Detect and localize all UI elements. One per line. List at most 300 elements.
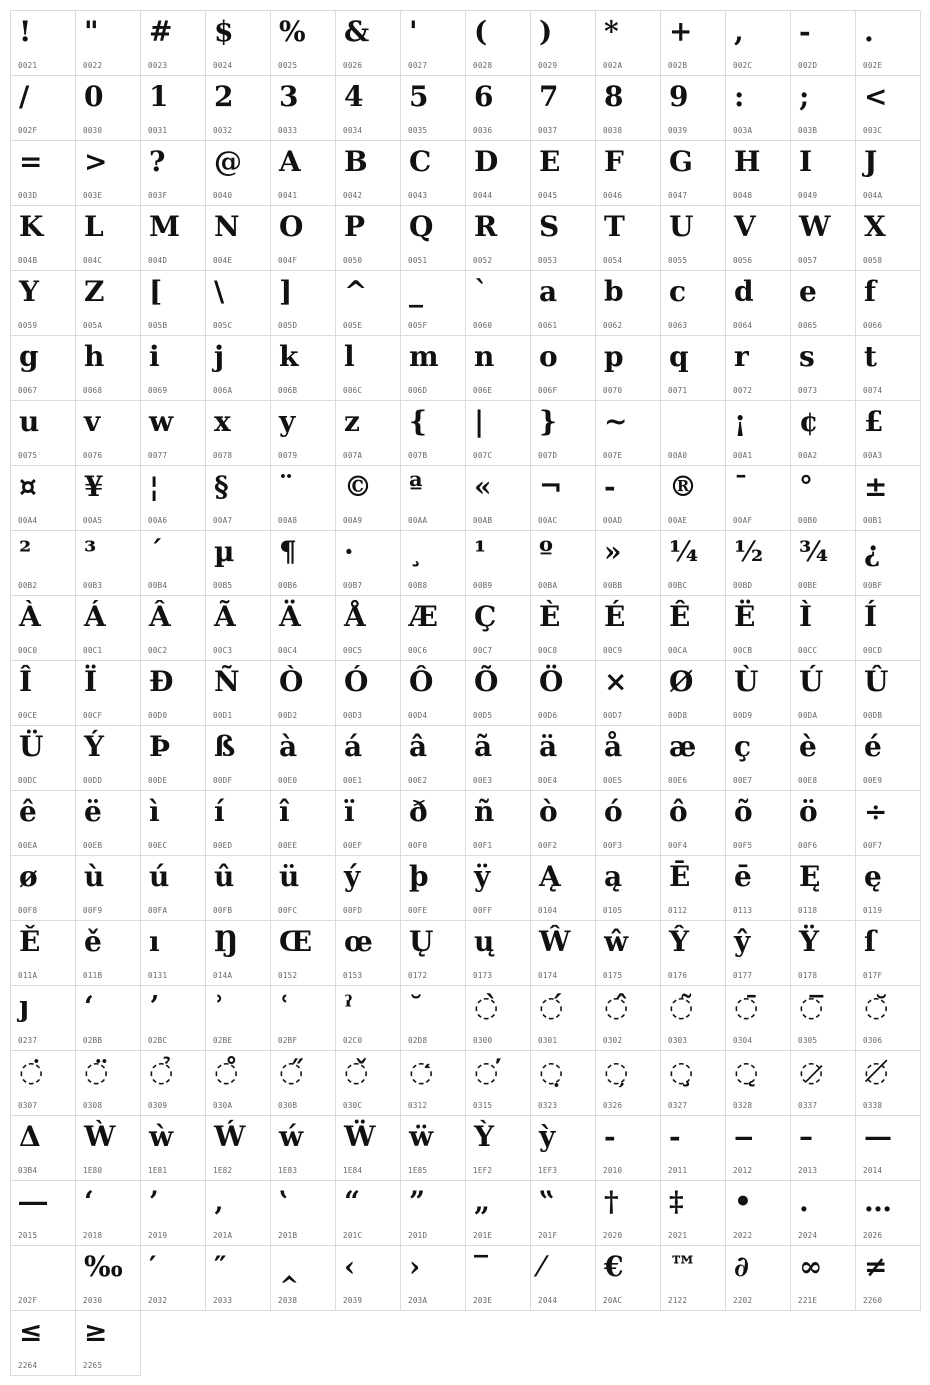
glyph-character: ì	[149, 795, 160, 828]
glyph-cell-00ff	[466, 856, 531, 921]
glyph-cell-002d	[791, 11, 856, 76]
glyph-codepoint: 00F6	[798, 841, 818, 850]
glyph-codepoint: 201C	[343, 1231, 363, 1240]
glyph-cell-0172	[401, 921, 466, 986]
glyph-cell-00d9	[726, 661, 791, 726]
glyph-cell-00d7	[596, 661, 661, 726]
glyph-cell-0051	[401, 206, 466, 271]
glyph-cell-002e	[856, 11, 921, 76]
glyph-codepoint: 00DB	[863, 711, 883, 720]
glyph-character: ˘	[409, 990, 423, 1023]
glyph-character: Â	[149, 600, 171, 633]
glyph-codepoint: 2026	[863, 1231, 883, 1240]
glyph-character: û	[214, 860, 235, 893]
glyph-cell-0057	[791, 206, 856, 271]
glyph-cell-004f	[271, 206, 336, 271]
glyph-cell-0309	[141, 1051, 206, 1116]
glyph-codepoint: 002F	[18, 126, 38, 135]
glyph-cell-030b	[271, 1051, 336, 1116]
glyph-character: ä	[539, 730, 558, 763]
glyph-character: Ẅ	[344, 1120, 376, 1153]
glyph-codepoint: 2018	[83, 1231, 103, 1240]
glyph-cell-1e80	[76, 1116, 141, 1181]
glyph-cell-00c6	[401, 596, 466, 661]
glyph-codepoint: 2044	[538, 1296, 558, 1305]
glyph-character: 6	[474, 80, 494, 113]
glyph-cell-030c	[336, 1051, 401, 1116]
glyph-cell-0034	[336, 76, 401, 141]
glyph-cell-004a	[856, 141, 921, 206]
glyph-character: ö	[799, 795, 818, 828]
glyph-codepoint: 00D2	[278, 711, 298, 720]
glyph-codepoint: 00CF	[83, 711, 103, 720]
glyph-character: ¢	[799, 405, 819, 438]
glyph-cell-00e4	[531, 726, 596, 791]
glyph-cell-2122	[661, 1246, 726, 1311]
glyph-cell-0033	[271, 76, 336, 141]
glyph-codepoint: 0028	[473, 61, 493, 70]
glyph-character: ‟	[539, 1185, 556, 1218]
glyph-character: ^	[344, 275, 368, 308]
glyph-codepoint: 00D5	[473, 711, 493, 720]
glyph-codepoint: 0041	[278, 191, 298, 200]
glyph-cell-011b	[76, 921, 141, 986]
glyph-codepoint: 2010	[603, 1166, 623, 1175]
glyph-character: ¹	[474, 535, 487, 568]
glyph-codepoint: 0034	[343, 126, 363, 135]
glyph-codepoint: 0061	[538, 321, 558, 330]
glyph-character: æ	[669, 730, 697, 763]
glyph-cell-00c3	[206, 596, 271, 661]
glyph-cell-0303	[661, 986, 726, 1051]
glyph-codepoint: 00C4	[278, 646, 298, 655]
glyph-codepoint: 006B	[278, 386, 298, 395]
glyph-codepoint: 2033	[213, 1296, 233, 1305]
glyph-cell-0030	[76, 76, 141, 141]
glyph-character: ð	[409, 795, 428, 828]
glyph-character: ·	[344, 535, 354, 568]
glyph-character: B	[344, 145, 368, 178]
glyph-cell-0036	[466, 76, 531, 141]
glyph-codepoint: 00E7	[733, 776, 753, 785]
glyph-cell-00bf	[856, 531, 921, 596]
glyph-character: ‚	[214, 1185, 224, 1218]
glyph-codepoint: 00B3	[83, 581, 103, 590]
glyph-character: h	[84, 340, 105, 373]
glyph-cell-0328	[726, 1051, 791, 1116]
glyph-cell-00cf	[76, 661, 141, 726]
glyph-codepoint: 0309	[148, 1101, 168, 1110]
glyph-codepoint: 0057	[798, 256, 818, 265]
glyph-cell-00c1	[76, 596, 141, 661]
glyph-cell-0053	[531, 206, 596, 271]
glyph-character: ◌̊	[214, 1055, 239, 1088]
glyph-codepoint: 00EB	[83, 841, 103, 850]
glyph-character: ¥	[84, 470, 104, 503]
glyph-cell-0059	[11, 271, 76, 336]
glyph-codepoint: 00D4	[408, 711, 428, 720]
glyph-codepoint: 004F	[278, 256, 298, 265]
glyph-codepoint: 00B4	[148, 581, 168, 590]
glyph-cell-007a	[336, 401, 401, 466]
glyph-codepoint: 007B	[408, 451, 428, 460]
glyph-cell-0055	[661, 206, 726, 271]
glyph-cell-0304	[726, 986, 791, 1051]
glyph-codepoint: 0065	[798, 321, 818, 330]
glyph-codepoint: 00C8	[538, 646, 558, 655]
glyph-cell-0026	[336, 11, 401, 76]
glyph-character: Ü	[19, 730, 44, 763]
glyph-character: ‑	[669, 1120, 681, 1153]
glyph-codepoint: 0307	[18, 1101, 38, 1110]
glyph-codepoint: 00DC	[18, 776, 38, 785]
glyph-cell-2030	[76, 1246, 141, 1311]
glyph-character: L	[84, 210, 104, 243]
glyph-codepoint: 00A0	[668, 451, 688, 460]
glyph-codepoint: 00B5	[213, 581, 233, 590]
glyph-character: ²	[19, 535, 32, 568]
glyph-cell-00f3	[596, 791, 661, 856]
glyph-codepoint: 0079	[278, 451, 298, 460]
glyph-character: m	[409, 340, 439, 373]
glyph-codepoint: 00E4	[538, 776, 558, 785]
glyph-character: G	[669, 145, 693, 178]
glyph-cell-00f1	[466, 791, 531, 856]
glyph-codepoint: 00D6	[538, 711, 558, 720]
glyph-character: `	[474, 275, 488, 308]
glyph-character: ó	[604, 795, 623, 828]
glyph-cell-00e7	[726, 726, 791, 791]
glyph-character: -	[799, 15, 811, 48]
glyph-codepoint: 0105	[603, 906, 623, 915]
glyph-cell-00e6	[661, 726, 726, 791]
glyph-cell-00a3	[856, 401, 921, 466]
glyph-codepoint: 2012	[733, 1166, 753, 1175]
glyph-cell-00df	[206, 726, 271, 791]
glyph-character: Ø	[669, 665, 694, 698]
glyph-codepoint: 0039	[668, 126, 688, 135]
glyph-codepoint: 00D7	[603, 711, 623, 720]
glyph-character: ʻ	[84, 990, 94, 1023]
glyph-codepoint: 00A5	[83, 516, 103, 525]
glyph-cell-0048	[726, 141, 791, 206]
glyph-character: t	[864, 340, 877, 373]
glyph-codepoint: 00F0	[408, 841, 428, 850]
glyph-character: ∞	[799, 1250, 823, 1283]
glyph-character: €	[604, 1250, 624, 1283]
glyph-character: 3	[279, 80, 299, 113]
glyph-character: I	[799, 145, 813, 178]
glyph-codepoint: 0063	[668, 321, 688, 330]
glyph-character: ü	[279, 860, 300, 893]
glyph-character: P	[344, 210, 366, 243]
glyph-cell-00f8	[11, 856, 76, 921]
glyph-codepoint: 030C	[343, 1101, 363, 1110]
glyph-cell-2018	[76, 1181, 141, 1246]
glyph-cell-0308	[76, 1051, 141, 1116]
glyph-character: ʼ	[149, 990, 159, 1023]
glyph-codepoint: 00C6	[408, 646, 428, 655]
glyph-codepoint: 1E82	[213, 1166, 233, 1175]
glyph-character: ―	[19, 1185, 47, 1218]
glyph-codepoint: 00C9	[603, 646, 623, 655]
glyph-codepoint: 0338	[863, 1101, 883, 1110]
glyph-cell-00c7	[466, 596, 531, 661]
glyph-cell-00f0	[401, 791, 466, 856]
glyph-character: ¶	[279, 535, 297, 568]
glyph-character	[19, 1252, 29, 1283]
glyph-codepoint: 00B7	[343, 581, 363, 590]
glyph-character: ç	[734, 730, 752, 763]
glyph-character: =	[19, 145, 43, 178]
glyph-cell-2022	[726, 1181, 791, 1246]
glyph-codepoint: 002E	[863, 61, 883, 70]
glyph-codepoint: 00F3	[603, 841, 623, 850]
glyph-character: 7	[539, 80, 559, 113]
glyph-character: .	[864, 15, 874, 48]
glyph-cell-2032	[141, 1246, 206, 1311]
glyph-character: ;	[799, 80, 810, 113]
glyph-codepoint: 0055	[668, 256, 688, 265]
glyph-character: *	[604, 15, 619, 48]
glyph-character: è	[799, 730, 817, 763]
glyph-cell-00c5	[336, 596, 401, 661]
glyph-character: ³	[84, 535, 97, 568]
glyph-cell-2019	[141, 1181, 206, 1246]
glyph-cell-0131	[141, 921, 206, 986]
glyph-character: ě	[84, 925, 102, 958]
glyph-cell-00e2	[401, 726, 466, 791]
glyph-codepoint: 0029	[538, 61, 558, 70]
glyph-cell-00cb	[726, 596, 791, 661]
glyph-cell-00c0	[11, 596, 76, 661]
glyph-character: Δ	[19, 1120, 41, 1153]
glyph-character: ¤	[19, 470, 37, 503]
glyph-codepoint: 005F	[408, 321, 428, 330]
glyph-character: Ó	[344, 665, 369, 698]
glyph-cell-20ac	[596, 1246, 661, 1311]
glyph-cell-0040	[206, 141, 271, 206]
glyph-character: Î	[19, 665, 33, 698]
glyph-character: Ê	[669, 600, 691, 633]
glyph-character: •	[734, 1185, 752, 1218]
glyph-character: ſ	[864, 925, 877, 958]
glyph-character: ◌̉	[149, 1055, 174, 1088]
glyph-cell-002c	[726, 11, 791, 76]
glyph-cell-007e	[596, 401, 661, 466]
glyph-cell-0043	[401, 141, 466, 206]
glyph-cell-0049	[791, 141, 856, 206]
glyph-codepoint: 0328	[733, 1101, 753, 1110]
glyph-character: F	[604, 145, 624, 178]
glyph-codepoint: 00EC	[148, 841, 168, 850]
glyph-codepoint: 0119	[863, 906, 883, 915]
glyph-codepoint: 007C	[473, 451, 493, 460]
glyph-character: c	[669, 275, 687, 308]
glyph-codepoint: 0033	[278, 126, 298, 135]
glyph-codepoint: 00F1	[473, 841, 493, 850]
glyph-character: y	[279, 405, 296, 438]
glyph-codepoint: 006E	[473, 386, 493, 395]
glyph-character: ±	[864, 470, 888, 503]
glyph-cell-00ae	[661, 466, 726, 531]
glyph-character: ․	[799, 1185, 809, 1218]
glyph-codepoint: 0025	[278, 61, 298, 70]
glyph-codepoint: 0112	[668, 906, 688, 915]
glyph-codepoint: 0312	[408, 1101, 428, 1110]
glyph-codepoint: 2019	[148, 1231, 168, 1240]
glyph-cell-0062	[596, 271, 661, 336]
glyph-character: &	[344, 15, 370, 48]
glyph-codepoint: 0032	[213, 126, 233, 135]
glyph-codepoint: 0048	[733, 191, 753, 200]
glyph-character: [	[149, 275, 163, 308]
glyph-cell-004d	[141, 206, 206, 271]
glyph-character: £	[864, 405, 884, 438]
glyph-character: ẁ	[149, 1120, 174, 1153]
glyph-character: ˀ	[344, 990, 353, 1023]
glyph-cell-0315	[466, 1051, 531, 1116]
glyph-codepoint: 2260	[863, 1296, 883, 1305]
glyph-cell-007d	[531, 401, 596, 466]
glyph-cell-0067	[11, 336, 76, 401]
glyph-character: «	[474, 470, 492, 503]
glyph-codepoint: 0323	[538, 1101, 558, 1110]
glyph-character: Ú	[799, 665, 824, 698]
glyph-cell-00b0	[791, 466, 856, 531]
glyph-cell-005c	[206, 271, 271, 336]
glyph-character: j	[214, 340, 225, 373]
glyph-codepoint: 0058	[863, 256, 883, 265]
glyph-codepoint: 00E6	[668, 776, 688, 785]
glyph-codepoint: 2030	[83, 1296, 103, 1305]
glyph-codepoint: 0021	[18, 61, 38, 70]
glyph-character: ú	[149, 860, 170, 893]
glyph-cell-221e	[791, 1246, 856, 1311]
glyph-cell-0178	[791, 921, 856, 986]
glyph-codepoint: 00FF	[473, 906, 493, 915]
glyph-cell-0050	[336, 206, 401, 271]
glyph-codepoint: 1E84	[343, 1166, 363, 1175]
glyph-character: ’	[149, 1185, 159, 1218]
glyph-cell-0152	[271, 921, 336, 986]
glyph-cell-00af	[726, 466, 791, 531]
glyph-cell-2020	[596, 1181, 661, 1246]
glyph-cell-00a8	[271, 466, 336, 531]
glyph-character: ¦	[149, 470, 160, 503]
glyph-cell-0104	[531, 856, 596, 921]
glyph-character: õ	[734, 795, 753, 828]
glyph-character: O	[279, 210, 304, 243]
glyph-codepoint: 014A	[213, 971, 233, 980]
glyph-character: È	[539, 600, 561, 633]
glyph-cell-2202	[726, 1246, 791, 1311]
glyph-codepoint: 00F5	[733, 841, 753, 850]
glyph-character: ą	[604, 860, 623, 893]
glyph-codepoint: 0131	[148, 971, 168, 980]
glyph-cell-201f	[531, 1181, 596, 1246]
glyph-character: Ẃ	[214, 1120, 246, 1153]
glyph-character: Ñ	[214, 665, 240, 698]
glyph-cell-02bf	[271, 986, 336, 1051]
glyph-cell-00b9	[466, 531, 531, 596]
glyph-codepoint: 0051	[408, 256, 428, 265]
glyph-cell-0045	[531, 141, 596, 206]
glyph-character: (	[474, 15, 488, 48]
glyph-cell-0037	[531, 76, 596, 141]
glyph-character: ʾ	[214, 990, 225, 1023]
glyph-cell-0176	[661, 921, 726, 986]
glyph-character: ◌̅	[799, 990, 824, 1023]
glyph-cell-00fe	[401, 856, 466, 921]
glyph-cell-0105	[596, 856, 661, 921]
glyph-codepoint: 203A	[408, 1296, 428, 1305]
glyph-character: §	[214, 470, 229, 503]
glyph-cell-00c9	[596, 596, 661, 661]
glyph-cell-0073	[791, 336, 856, 401]
glyph-cell-00c2	[141, 596, 206, 661]
glyph-character: R	[474, 210, 498, 243]
glyph-cell-0327	[661, 1051, 726, 1116]
glyph-character: Ē	[669, 860, 691, 893]
glyph-character: ™	[669, 1250, 697, 1283]
glyph-cell-00be	[791, 531, 856, 596]
glyph-cell-0056	[726, 206, 791, 271]
glyph-codepoint: 2038	[278, 1296, 298, 1305]
glyph-codepoint: 007D	[538, 451, 558, 460]
glyph-cell-00fa	[141, 856, 206, 921]
glyph-character: 5	[409, 80, 429, 113]
glyph-codepoint: 20AC	[603, 1296, 623, 1305]
glyph-cell-0078	[206, 401, 271, 466]
glyph-character: D	[474, 145, 499, 178]
glyph-character: S	[539, 210, 560, 243]
glyph-character: ò	[539, 795, 558, 828]
glyph-codepoint: 00ED	[213, 841, 233, 850]
glyph-codepoint: 00AB	[473, 516, 493, 525]
glyph-cell-0302	[596, 986, 661, 1051]
glyph-character: A	[279, 145, 301, 178]
glyph-codepoint: 0042	[343, 191, 363, 200]
glyph-cell-2033	[206, 1246, 271, 1311]
glyph-cell-00e9	[856, 726, 921, 791]
glyph-cell-005b	[141, 271, 206, 336]
glyph-codepoint: 0326	[603, 1101, 623, 1110]
glyph-cell-00b1	[856, 466, 921, 531]
glyph-character: ◌̇	[19, 1055, 44, 1088]
glyph-codepoint: 00A3	[863, 451, 883, 460]
glyph-cell-00bd	[726, 531, 791, 596]
glyph-cell-0042	[336, 141, 401, 206]
glyph-cell-0058	[856, 206, 921, 271]
glyph-codepoint: 0175	[603, 971, 623, 980]
glyph-character: s	[799, 340, 815, 373]
glyph-cell-00de	[141, 726, 206, 791]
glyph-cell-003d	[11, 141, 76, 206]
glyph-cell-0031	[141, 76, 206, 141]
glyph-character: µ	[214, 535, 235, 568]
glyph-cell-0041	[271, 141, 336, 206]
glyph-character: ẃ	[279, 1120, 304, 1153]
glyph-character: ◌̸	[864, 1055, 889, 1088]
glyph-cell-201e	[466, 1181, 531, 1246]
glyph-character: U	[669, 210, 694, 243]
glyph-codepoint: 017F	[863, 971, 883, 980]
glyph-codepoint: 02BB	[83, 1036, 103, 1045]
glyph-character: ◌̣	[539, 1055, 564, 1088]
glyph-codepoint: 2024	[798, 1231, 818, 1240]
glyph-cell-006f	[531, 336, 596, 401]
